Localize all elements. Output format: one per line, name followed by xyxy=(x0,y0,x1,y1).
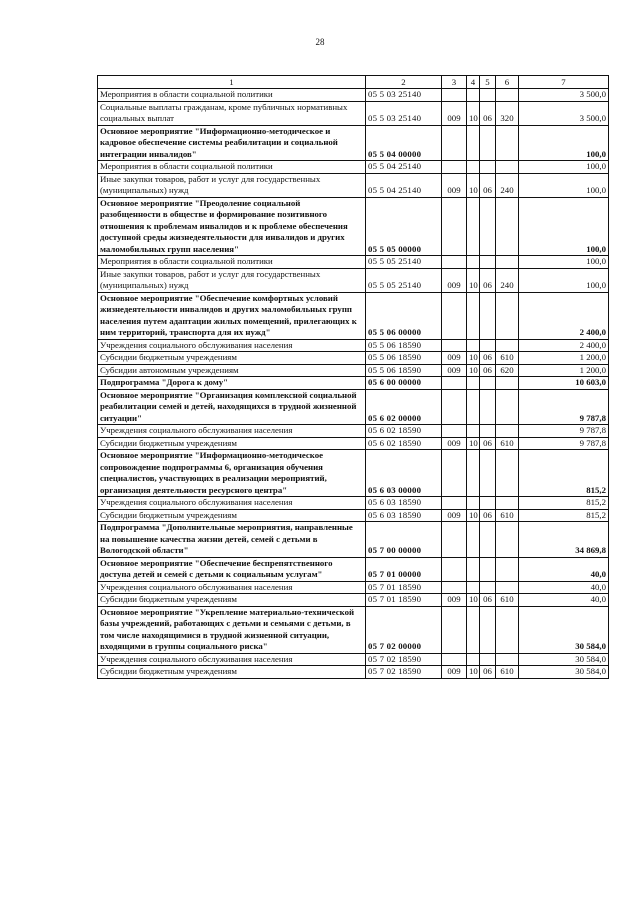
row-ministry-code xyxy=(442,197,467,256)
row-name: Субсидии бюджетным учреждениям xyxy=(98,594,366,607)
row-ministry-code: 009 xyxy=(442,268,467,292)
row-subsection-code: 06 xyxy=(480,352,496,365)
column-header: 1 xyxy=(98,76,366,89)
row-name: Учреждения социального обслуживания населения xyxy=(98,653,366,666)
table-row xyxy=(98,425,609,438)
row-name: Учреждения социального обслуживания населения xyxy=(98,581,366,594)
row-name: Основное мероприятие "Укрепление материально-технической базы учреждений, работающих с детьми и семьями с детьми, в том числе находящимися в трудной жизненной ситуации, входящими в группы социального риска" xyxy=(98,606,366,653)
row-code: 05 7 02 00000 xyxy=(366,606,442,653)
row-name: Подпрограмма "Дополнительные мероприятия, направленные на повышение качества жизни детей, семей с детьми в Вологодской области" xyxy=(98,522,366,558)
row-subsection-code xyxy=(480,653,496,666)
header-row xyxy=(98,76,609,89)
row-section-code xyxy=(467,292,480,339)
row-amount: 34 869,8 xyxy=(519,522,609,558)
row-amount: 40,0 xyxy=(519,557,609,581)
row-code: 05 6 02 18590 xyxy=(366,437,442,450)
row-amount: 100,0 xyxy=(519,197,609,256)
row-expense-type-code xyxy=(496,581,519,594)
row-expense-type-code xyxy=(496,292,519,339)
row-ministry-code xyxy=(442,377,467,390)
row-code: 05 7 01 18590 xyxy=(366,581,442,594)
row-ministry-code xyxy=(442,425,467,438)
row-subsection-code xyxy=(480,339,496,352)
row-name: Основное мероприятие "Обеспечение комфортных условий жизнедеятельности инвалидов и других маломобильных групп населения путем адаптации жилых помещений, прилегающих к ним территорий, транспорта для их нужд" xyxy=(98,292,366,339)
table-row xyxy=(98,256,609,269)
row-amount: 2 400,0 xyxy=(519,339,609,352)
row-subsection-code xyxy=(480,522,496,558)
row-expense-type-code xyxy=(496,522,519,558)
row-code: 05 5 05 25140 xyxy=(366,256,442,269)
row-ministry-code: 009 xyxy=(442,364,467,377)
row-ministry-code xyxy=(442,450,467,497)
row-ministry-code xyxy=(442,653,467,666)
row-subsection-code xyxy=(480,125,496,161)
row-amount: 100,0 xyxy=(519,173,609,197)
row-section-code xyxy=(467,125,480,161)
table-row xyxy=(98,437,609,450)
row-expense-type-code xyxy=(496,606,519,653)
row-amount: 3 500,0 xyxy=(519,101,609,125)
row-section-code: 10 xyxy=(467,666,480,679)
row-amount: 100,0 xyxy=(519,161,609,174)
row-name: Субсидии бюджетным учреждениям xyxy=(98,666,366,679)
row-ministry-code: 009 xyxy=(442,594,467,607)
table-row xyxy=(98,364,609,377)
row-name: Иные закупки товаров, работ и услуг для государственных (муниципальных) нужд xyxy=(98,173,366,197)
row-amount: 40,0 xyxy=(519,581,609,594)
row-subsection-code xyxy=(480,292,496,339)
row-ministry-code xyxy=(442,339,467,352)
table-row xyxy=(98,352,609,365)
row-name: Мероприятия в области социальной политики xyxy=(98,89,366,102)
row-subsection-code xyxy=(480,377,496,390)
row-ministry-code: 009 xyxy=(442,437,467,450)
row-expense-type-code: 610 xyxy=(496,352,519,365)
row-code: 05 5 06 18590 xyxy=(366,364,442,377)
row-section-code xyxy=(467,522,480,558)
table-row xyxy=(98,509,609,522)
table-row xyxy=(98,666,609,679)
row-code: 05 7 02 18590 xyxy=(366,653,442,666)
table-row xyxy=(98,89,609,102)
row-section-code: 10 xyxy=(467,364,480,377)
table-row xyxy=(98,450,609,497)
row-section-code: 10 xyxy=(467,509,480,522)
row-name: Основное мероприятие "Преодоление социальной разобщенности в обществе и формирование позитивного отношения к проблемам инвалидов и к проблеме обеспечения доступной среды жизнедеятельности для инвалидов и других маломобильных групп населения" xyxy=(98,197,366,256)
row-section-code: 10 xyxy=(467,594,480,607)
row-ministry-code xyxy=(442,581,467,594)
row-code: 05 5 03 25140 xyxy=(366,101,442,125)
row-amount: 815,2 xyxy=(519,509,609,522)
row-code: 05 7 00 00000 xyxy=(366,522,442,558)
row-ministry-code: 009 xyxy=(442,666,467,679)
row-code: 05 7 01 18590 xyxy=(366,594,442,607)
row-amount: 9 787,8 xyxy=(519,425,609,438)
row-code: 05 6 02 00000 xyxy=(366,389,442,425)
row-name: Основное мероприятие "Информационно-методическое и кадровое обеспечение системы реабилитации и социальной интеграции инвалидов" xyxy=(98,125,366,161)
row-section-code xyxy=(467,653,480,666)
column-header: 4 xyxy=(467,76,480,89)
row-expense-type-code xyxy=(496,377,519,390)
row-expense-type-code: 610 xyxy=(496,594,519,607)
row-amount: 100,0 xyxy=(519,256,609,269)
row-expense-type-code xyxy=(496,197,519,256)
row-name: Основное мероприятие "Информационно-методическое сопровождение подпрограммы 6, организация обучения специалистов, участвующих в реализации мероприятий, организация деятельности ресурсного центра" xyxy=(98,450,366,497)
table-row xyxy=(98,377,609,390)
row-subsection-code xyxy=(480,425,496,438)
row-name: Основное мероприятие "Обеспечение беспрепятственного доступа детей и семей с детьми к социальным услугам" xyxy=(98,557,366,581)
row-subsection-code xyxy=(480,89,496,102)
row-code: 05 5 04 25140 xyxy=(366,161,442,174)
row-expense-type-code xyxy=(496,161,519,174)
table-row xyxy=(98,522,609,558)
table-row xyxy=(98,101,609,125)
row-expense-type-code xyxy=(496,256,519,269)
row-section-code: 10 xyxy=(467,268,480,292)
row-expense-type-code: 240 xyxy=(496,268,519,292)
row-code: 05 5 06 18590 xyxy=(366,339,442,352)
row-name: Субсидии бюджетным учреждениям xyxy=(98,509,366,522)
row-ministry-code: 009 xyxy=(442,352,467,365)
row-section-code: 10 xyxy=(467,352,480,365)
table-row xyxy=(98,125,609,161)
table-row xyxy=(98,339,609,352)
row-section-code: 10 xyxy=(467,173,480,197)
row-code: 05 5 05 00000 xyxy=(366,197,442,256)
table-row xyxy=(98,497,609,510)
table-row xyxy=(98,173,609,197)
column-header: 3 xyxy=(442,76,467,89)
row-section-code xyxy=(467,377,480,390)
row-ministry-code xyxy=(442,522,467,558)
row-code: 05 5 03 25140 xyxy=(366,89,442,102)
row-expense-type-code: 240 xyxy=(496,173,519,197)
row-section-code xyxy=(467,581,480,594)
row-code: 05 5 04 00000 xyxy=(366,125,442,161)
row-code: 05 5 06 00000 xyxy=(366,292,442,339)
row-section-code xyxy=(467,425,480,438)
row-code: 05 6 03 00000 xyxy=(366,450,442,497)
row-expense-type-code xyxy=(496,497,519,510)
row-subsection-code xyxy=(480,606,496,653)
column-header: 6 xyxy=(496,76,519,89)
row-amount: 100,0 xyxy=(519,268,609,292)
row-subsection-code: 06 xyxy=(480,666,496,679)
row-expense-type-code: 320 xyxy=(496,101,519,125)
row-section-code xyxy=(467,89,480,102)
row-ministry-code: 009 xyxy=(442,173,467,197)
row-name: Основное мероприятие "Организация комплексной социальной реабилитации семей и детей, находящихся в трудной жизненной ситуации" xyxy=(98,389,366,425)
row-subsection-code: 06 xyxy=(480,173,496,197)
row-name: Иные закупки товаров, работ и услуг для государственных (муниципальных) нужд xyxy=(98,268,366,292)
row-amount: 30 584,0 xyxy=(519,666,609,679)
table-row xyxy=(98,581,609,594)
row-subsection-code: 06 xyxy=(480,101,496,125)
row-subsection-code xyxy=(480,581,496,594)
row-amount: 30 584,0 xyxy=(519,653,609,666)
row-expense-type-code xyxy=(496,450,519,497)
row-subsection-code: 06 xyxy=(480,509,496,522)
row-name: Подпрограмма "Дорога к дому" xyxy=(98,377,366,390)
row-subsection-code xyxy=(480,557,496,581)
column-header: 7 xyxy=(519,76,609,89)
row-expense-type-code: 610 xyxy=(496,666,519,679)
row-ministry-code xyxy=(442,125,467,161)
row-ministry-code xyxy=(442,606,467,653)
row-expense-type-code: 620 xyxy=(496,364,519,377)
table-body xyxy=(98,89,609,679)
row-name: Мероприятия в области социальной политики xyxy=(98,256,366,269)
row-amount: 1 200,0 xyxy=(519,352,609,365)
row-amount: 40,0 xyxy=(519,594,609,607)
row-ministry-code xyxy=(442,497,467,510)
row-name: Учреждения социального обслуживания населения xyxy=(98,339,366,352)
row-code: 05 5 04 25140 xyxy=(366,173,442,197)
row-code: 05 6 02 18590 xyxy=(366,425,442,438)
page-number: 28 xyxy=(315,37,325,47)
column-header: 5 xyxy=(480,76,496,89)
table-row xyxy=(98,161,609,174)
row-subsection-code xyxy=(480,389,496,425)
column-header: 2 xyxy=(366,76,442,89)
row-name: Субсидии бюджетным учреждениям xyxy=(98,437,366,450)
row-ministry-code xyxy=(442,256,467,269)
table-row xyxy=(98,292,609,339)
row-subsection-code xyxy=(480,161,496,174)
row-expense-type-code xyxy=(496,557,519,581)
table-row xyxy=(98,268,609,292)
row-code: 05 5 06 18590 xyxy=(366,352,442,365)
row-subsection-code: 06 xyxy=(480,268,496,292)
row-expense-type-code xyxy=(496,653,519,666)
row-ministry-code xyxy=(442,557,467,581)
row-section-code xyxy=(467,497,480,510)
row-amount: 100,0 xyxy=(519,125,609,161)
row-amount: 30 584,0 xyxy=(519,606,609,653)
table-row xyxy=(98,653,609,666)
row-code: 05 5 05 25140 xyxy=(366,268,442,292)
row-section-code: 10 xyxy=(467,437,480,450)
row-expense-type-code: 610 xyxy=(496,437,519,450)
row-code: 05 6 03 18590 xyxy=(366,509,442,522)
row-code: 05 6 03 18590 xyxy=(366,497,442,510)
row-expense-type-code xyxy=(496,89,519,102)
row-amount: 815,2 xyxy=(519,497,609,510)
row-ministry-code xyxy=(442,89,467,102)
row-expense-type-code xyxy=(496,125,519,161)
row-subsection-code xyxy=(480,497,496,510)
row-subsection-code xyxy=(480,256,496,269)
table-row xyxy=(98,557,609,581)
row-subsection-code xyxy=(480,450,496,497)
row-name: Социальные выплаты гражданам, кроме публичных нормативных социальных выплат xyxy=(98,101,366,125)
row-amount: 815,2 xyxy=(519,450,609,497)
row-expense-type-code xyxy=(496,389,519,425)
row-section-code xyxy=(467,606,480,653)
row-amount: 2 400,0 xyxy=(519,292,609,339)
table-row xyxy=(98,197,609,256)
table-row xyxy=(98,606,609,653)
row-code: 05 7 01 00000 xyxy=(366,557,442,581)
row-amount: 9 787,8 xyxy=(519,437,609,450)
row-section-code xyxy=(467,197,480,256)
row-expense-type-code xyxy=(496,425,519,438)
row-expense-type-code xyxy=(496,339,519,352)
row-amount: 1 200,0 xyxy=(519,364,609,377)
table-row xyxy=(98,389,609,425)
row-expense-type-code: 610 xyxy=(496,509,519,522)
row-section-code xyxy=(467,389,480,425)
row-ministry-code: 009 xyxy=(442,101,467,125)
table-row xyxy=(98,594,609,607)
row-name: Субсидии бюджетным учреждениям xyxy=(98,352,366,365)
row-section-code: 10 xyxy=(467,101,480,125)
row-subsection-code: 06 xyxy=(480,594,496,607)
row-subsection-code: 06 xyxy=(480,364,496,377)
row-name: Учреждения социального обслуживания населения xyxy=(98,425,366,438)
row-amount: 10 603,0 xyxy=(519,377,609,390)
row-name: Мероприятия в области социальной политики xyxy=(98,161,366,174)
row-amount: 9 787,8 xyxy=(519,389,609,425)
row-section-code xyxy=(467,339,480,352)
row-section-code xyxy=(467,557,480,581)
row-section-code xyxy=(467,450,480,497)
row-section-code xyxy=(467,161,480,174)
row-code: 05 6 00 00000 xyxy=(366,377,442,390)
row-subsection-code xyxy=(480,197,496,256)
row-ministry-code xyxy=(442,292,467,339)
row-amount: 3 500,0 xyxy=(519,89,609,102)
row-ministry-code: 009 xyxy=(442,509,467,522)
row-ministry-code xyxy=(442,161,467,174)
row-ministry-code xyxy=(442,389,467,425)
row-section-code xyxy=(467,256,480,269)
budget-table xyxy=(97,75,609,679)
row-name: Учреждения социального обслуживания населения xyxy=(98,497,366,510)
row-code: 05 7 02 18590 xyxy=(366,666,442,679)
row-subsection-code: 06 xyxy=(480,437,496,450)
row-name: Субсидии автономным учреждениям xyxy=(98,364,366,377)
